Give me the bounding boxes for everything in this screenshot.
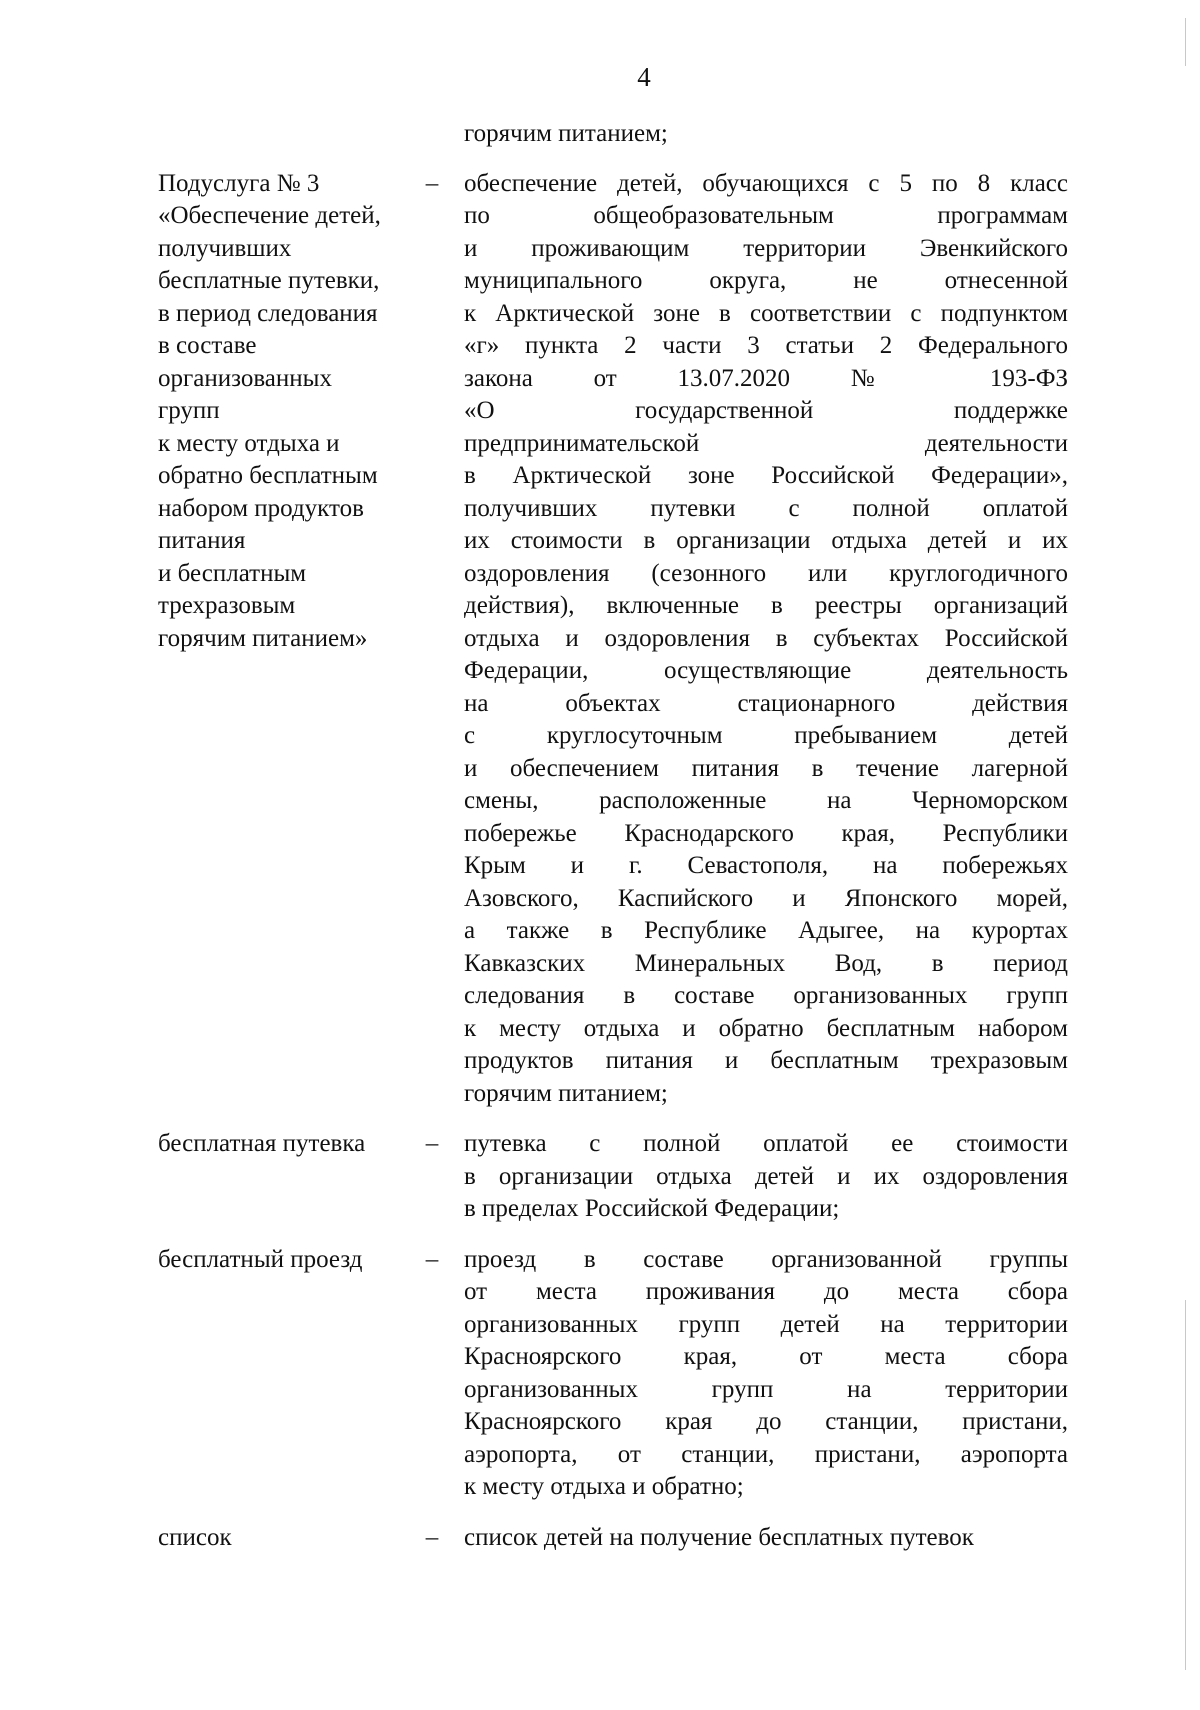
definition-term	[158, 168, 408, 656]
definition-line: в организации отдыха детей и их оздоровления	[464, 1162, 1068, 1190]
term-line: получивших	[158, 234, 292, 262]
definition-dash: –	[425, 1130, 439, 1157]
definition-line: с круглосуточным пребыванием детей	[464, 722, 1068, 749]
continued-definition-text: горячим питанием;	[464, 120, 668, 147]
definition-line: к Арктической зоне в соответствии с подпунктом	[464, 299, 1068, 327]
page-number: 4	[637, 62, 651, 92]
term-line: групп	[158, 397, 220, 424]
definition-line: список детей на получение бесплатных путевок	[464, 1523, 974, 1551]
term-line: набором продуктов	[158, 494, 364, 522]
definition-line: продуктов питания и бесплатным трехразовым	[464, 1047, 1068, 1074]
definition-dash: –	[425, 169, 439, 197]
definition-text	[464, 1522, 1068, 1555]
term-line: питания	[158, 527, 246, 554]
definition-line: горячим питанием;	[464, 1079, 668, 1107]
term-line: и бесплатным	[158, 559, 307, 587]
document-body	[158, 118, 1068, 1572]
definition-term	[158, 1128, 408, 1161]
term-line: горячим питанием»	[158, 624, 368, 652]
definition-line: «О государственной поддержке	[464, 397, 1068, 424]
definition-line: отдыха и оздоровления в субъектах Российской	[464, 624, 1068, 652]
term-line: Подуслуга № 3	[158, 169, 320, 197]
scan-edge-mark	[1185, 1300, 1186, 1670]
definition-line: Красноярского края до станции, пристани,	[464, 1408, 1068, 1435]
definition-line: смены, расположенные на Черноморском	[464, 787, 1068, 814]
definition-line: побережье Краснодарского края, Республики	[464, 819, 1068, 847]
definition-text	[464, 1128, 1068, 1226]
definitions-list	[158, 168, 1068, 1555]
definition-line: и обеспечением питания в течение лагерной	[464, 754, 1068, 782]
definition-dash: –	[425, 1245, 439, 1273]
term-line: в период следования	[158, 299, 378, 327]
scan-edge-mark	[1185, 18, 1186, 66]
definition-line: и проживающим территории Эвенкийского	[464, 234, 1068, 262]
definition-entry	[158, 1522, 1068, 1555]
definition-line: от места проживания до места сбора	[464, 1278, 1068, 1305]
definition-line: на объектах стационарного действия	[464, 689, 1068, 717]
definition-line: по общеобразовательным программам	[464, 202, 1068, 229]
term-line: бесплатный проезд	[158, 1245, 363, 1273]
definition-line: аэропорта, от станции, пристани, аэропорта	[464, 1440, 1068, 1468]
definition-line: к месту отдыха и обратно бесплатным набором	[464, 1014, 1068, 1042]
definition-line: муниципального округа, не отнесенной	[464, 267, 1068, 294]
definition-line: проезд в составе организованной группы	[464, 1245, 1068, 1273]
term-line: бесплатные путевки,	[158, 267, 380, 294]
definition-text	[464, 1244, 1068, 1504]
definition-line: Кавказских Минеральных Вод, в период	[464, 949, 1068, 977]
definition-line: организованных групп на территории	[464, 1375, 1068, 1403]
definition-line: следования в составе организованных групп	[464, 982, 1068, 1009]
definition-line: в Арктической зоне Российской Федерации»,	[464, 462, 1068, 489]
definition-term	[158, 1244, 408, 1277]
term-line: в составе	[158, 332, 257, 359]
definition-entry	[158, 168, 1068, 1111]
definition-line: Крым и г. Севастополя, на побережьях	[464, 852, 1068, 879]
definition-line: закона от 13.07.2020 № 193-ФЗ	[464, 364, 1068, 392]
definition-line: Красноярского края, от места сбора	[464, 1343, 1068, 1370]
term-line: бесплатная путевка	[158, 1130, 366, 1157]
term-line: организованных	[158, 364, 332, 392]
definition-dash: –	[425, 1523, 439, 1551]
definition-line: организованных групп детей на территории	[464, 1310, 1068, 1338]
term-line: трехразовым	[158, 592, 296, 619]
definition-line: в пределах Российской Федерации;	[464, 1195, 840, 1222]
definition-line: обеспечение детей, обучающихся с 5 по 8 класс	[464, 169, 1068, 197]
definition-term	[158, 1522, 408, 1555]
term-line: список	[158, 1523, 232, 1551]
definition-line: а также в Республике Адыгее, на курортах	[464, 917, 1068, 944]
definition-entry	[158, 1128, 1068, 1226]
term-line: «Обеспечение детей,	[158, 202, 381, 229]
definition-line: их стоимости в организации отдыха детей и их	[464, 527, 1068, 554]
definition-line: предпринимательской деятельности	[464, 429, 1068, 457]
definition-line: «г» пункта 2 части 3 статьи 2 Федерального	[464, 332, 1068, 359]
definition-line: оздоровления (сезонного или круглогодичного	[464, 559, 1068, 587]
definition-line: получивших путевки с полной оплатой	[464, 494, 1068, 522]
definition-line: действия), включенные в реестры организаций	[464, 592, 1068, 619]
definition-line: Азовского, Каспийского и Японского морей,	[464, 884, 1068, 912]
term-line: к месту отдыха и	[158, 429, 340, 457]
definition-line: Федерации, осуществляющие деятельность	[464, 657, 1068, 684]
definition-line: к месту отдыха и обратно;	[464, 1473, 744, 1500]
definition-line: путевка с полной оплатой ее стоимости	[464, 1130, 1068, 1157]
definition-entry	[158, 1244, 1068, 1504]
definition-text	[464, 168, 1068, 1111]
term-line: обратно бесплатным	[158, 462, 378, 489]
